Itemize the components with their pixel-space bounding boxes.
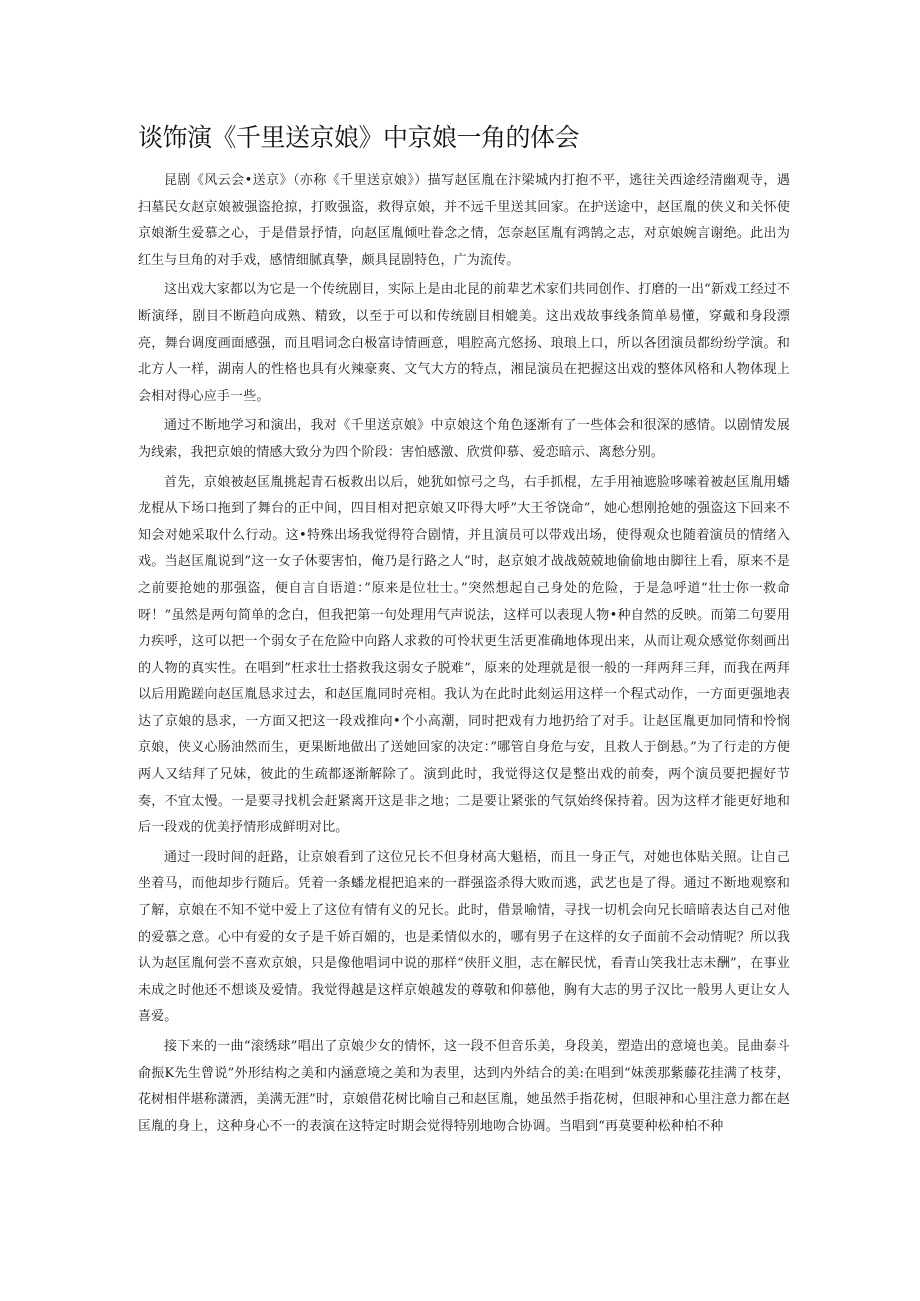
paragraph-intro: 昆剧《风云会•送京》（亦称《千里送京娘》）描写赵匡胤在汴梁城内打抱不平，逃往关西途经清幽观寺，遇扫墓民女赵京娘被强盗抢掠，打败强盗，救得京娘，并不远千里送其回家。在护送途中，赵匡胤的侠义和关怀使京娘渐生爱慕之心，于是借景抒情，向赵匡胤倾吐眷念之情，怎奈赵匡胤有鸿鹄之志，对京娘婉言谢绝。此出为红生与旦角的对手戏，感情细腻真挚，颇具昆剧特色，广为流传。 [138, 173, 790, 268]
paragraph-stage-one: 首先，京娘被赵匡胤挑起青石板救出以后，她犹如惊弓之鸟，右手抓棍，左手用袖遮脸哆嗦着被赵匡胤用蟠龙棍从下场口拖到了舞台的正中间，四目相对把京娘又吓得大呼”大王爷饶命”，她心想刚抢她的强盗这下回来不知会对她采取什么行动。这•特殊出场我觉得符合剧情，并且演员可以带戏出场，使得观众也随着演员的情绪入戏。当赵匡胤说到”这一女子休要害怕，俺乃是行路之人”时，赵京娘才战战兢兢地偷偷地由脚往上看，原来不是之前要抢她的那强盗，便自言自语道：”原来是位壮士。”突然想起自己身处的危险，于是急呼道“壮士你一救命呀！”虽然是两句简单的念白，但我把第一句处理用气声说法，这样可以表现人物•种自然的反映。而第二句要用力疾呼，这可以把一个弱女子在危险中向路人求救的可怜状更生活更准确地体现出来，从而让观众感觉你刻画出的人物的真实性。在唱到”枉求壮士搭救我这弱女子脱难”，原来的处理就是很一般的一拜两拜三拜，而我在两拜以后用跪蹉向赵匡胤恳求过去，和赵匡胤同时亮相。我认为在此时此刻运用这样一个程式动作，一方面更强地表达了京娘的恳求，一方面又把这一段戏推向•个小高潮，同时把戏有力地扔给了对手。让赵匡胤更加同情和怜悯京娘，侠义心肠油然而生，更果断地做出了送她回家的决定：”哪管自身危与安，且救人于倒悬。”为了行走的方便两人又结拜了兄妹，彼此的生疏都逐渐解除了。演到此时，我觉得这仅是整出戏的前奏，两个演员要把握好节奏，不宜太慢。一是要寻找机会赶紧离开这是非之地；二是要让紧张的气氛始终保持着。因为这样才能更好地和后一段戏的优美抒情形成鲜明对比。 [138, 474, 790, 836]
paragraph-stages: 通过不断地学习和演出，我对《千里送京娘》中京娘这个角色逐渐有了一些体会和很深的感情。以剧情发展为线索，我把京娘的情感大致分为四个阶段：害怕感激、欣赏仰慕、爱恋暗示、离愁分别。 [138, 418, 790, 460]
paragraph-stage-two: 通过一段时间的赶路，让京娘看到了这位兄长不但身材高大魁梧，而且一身正气，对她也体贴关照。让自己坐着马，而他却步行随后。凭着一条蟠龙棍把追来的一群强盗杀得大败而逃，武艺也是了得。通过不断地观察和了解，京娘在不知不觉中爱上了这位有情有义的兄长。此时，借景喻情，寻找一切机会向兄长暗暗表达自己对他的爱慕之意。心中有爱的女子是千娇百媚的，也是柔情似水的，哪有男子在这样的女子面前不会动情呢？所以我认为赵匡胤何尝不喜欢京娘，只是像他唱词中说的那样“侠肝义胆，志在解民忧，看青山笑我壮志未酬”，在事业未成之时他还不想谈及爱情。我觉得越是这样京娘越发的尊敬和仰慕他，胸有大志的男子汉比一般男人更让女人喜爱。 [138, 849, 790, 1025]
document-page [138, 118, 790, 1143]
document-title: 谈饰演《千里送京娘》中京娘一角的体会 [138, 123, 580, 152]
paragraph-gunxiuqiu: 接下来的一曲“滚绣球”唱出了京娘少女的情怀，这一段不但音乐美，身段美，塑造出的意境也美。昆曲泰斗俞振K先生曾说”外形结构之美和内涵意境之美和为表里，达到内外结合的美:在唱到“妹羡那紫藤花挂满了枝芽，花树相伴堪称潇洒，美满无涯”时，京娘借花树比喻自己和赵匡胤，她虽然手指花树，但眼神和心里注意力都在赵匡胤的身上，这种身心不一的表演在这特定时期会觉得特别地吻合协调。当唱到“再莫要种松种柏不种 [138, 1039, 790, 1134]
paragraph-background: 这出戏大家都以为它是一个传统剧目，实际上是由北昆的前辈艺术家们共同创作、打磨的一出“新戏工经过不断演绎，剧目不断趋向成熟、精致，以至于可以和传统剧目相媲美。这出戏故事线条简单易懂，穿戴和身段漂亮，舞台调度画面感强，而且唱词念白极富诗情画意，唱腔高亢悠扬、琅琅上口，所以各团演员都纷纷学演。和北方人一样，湖南人的性格也具有火辣豪爽、文气大方的特点，湘昆演员在把握这出戏的整体风格和人物体现上会相对得心应手一些。 [138, 282, 790, 404]
